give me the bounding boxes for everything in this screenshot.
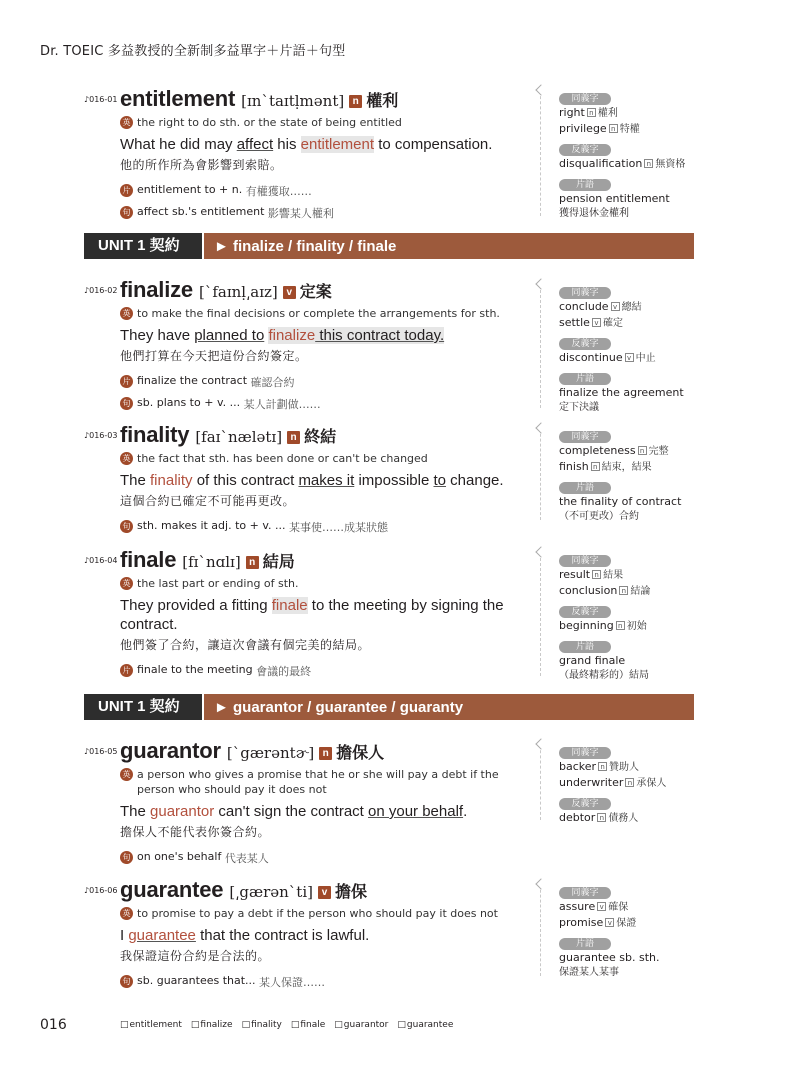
phrase-tag: 片語 (559, 641, 611, 653)
headword: guarantee (120, 877, 224, 902)
audio-track-label: ♪016-04 (84, 556, 118, 565)
headword: guarantor (120, 738, 221, 763)
definition: 英 the right to do sth. or the state of being entitled (120, 115, 539, 130)
headword: entitlement (120, 86, 236, 111)
unit-header (84, 694, 694, 720)
entry-finalize (84, 277, 539, 412)
checklist-item: □ guarantor (334, 1020, 388, 1030)
audio-track-label: ♪016-01 (84, 95, 118, 104)
example-sentence: They have planned to finalize this contract today. (120, 327, 445, 344)
sentence-pattern-icon: 句 (120, 397, 133, 410)
headword: finality (120, 422, 190, 447)
example-sentence: The finality of this contract makes it impossible to change. (120, 472, 504, 489)
chinese-meaning: 權利 (366, 91, 399, 110)
checklist-item: □ finale (291, 1020, 325, 1030)
phrase-item: 片 entitlement to + n. 有權獲取…… (120, 183, 539, 199)
sentence-pattern-icon: 句 (120, 851, 133, 864)
side-panel-guarantor: 同義字 backer n 贊助人 underwriter n 承保人 反義字 debtor n 債務人 (540, 740, 705, 820)
entry-finale (84, 547, 539, 679)
entry-entitlement (84, 86, 539, 221)
audio-track-label: ♪016-06 (84, 886, 118, 895)
phrase-icon: 片 (120, 184, 133, 197)
side-panel-guarantee: 同義字 assure v 確保 promise v 保證 片語 guarantee sb. sth. 保證某人某事 (540, 880, 705, 976)
unit-header (84, 233, 694, 259)
phrase-item: 句 sb. guarantees that... 某人保證…… (120, 974, 539, 990)
checklist-item: □ finality (242, 1020, 282, 1030)
antonym-tag: 反義字 (559, 144, 611, 156)
phrase-item: 片 finale to the meeting 會議的最終 (120, 663, 539, 679)
audio-track-label: ♪016-03 (84, 431, 118, 440)
checklist-item: □ guarantee (397, 1020, 453, 1030)
pos-badge: n (349, 95, 362, 108)
synonym-tag: 同義字 (559, 431, 611, 443)
chinese-meaning: 擔保人 (336, 743, 385, 762)
phrase-tag: 片語 (559, 482, 611, 494)
example-translation: 他們打算在今天把這份合約簽定。 (120, 349, 308, 363)
synonym-tag: 同義字 (559, 93, 611, 105)
example-sentence: What he did may affect his entitlement to compensation. (120, 136, 493, 153)
antonym-tag: 反義字 (559, 606, 611, 618)
english-def-icon: 英 (120, 577, 133, 590)
sentence-pattern-icon: 句 (120, 520, 133, 533)
example-translation: 這個合約已確定不可能再更改。 (120, 494, 296, 508)
chinese-meaning: 擔保 (334, 882, 367, 901)
phrase-item: 句 on one's behalf 代表某人 (120, 850, 539, 866)
example-translation: 他們簽了合約，讓這次會議有個完美的結局。 (120, 638, 371, 652)
pronunciation: [faɪ`nælətɪ] (195, 428, 283, 446)
chinese-meaning: 定案 (299, 282, 332, 301)
side-panel-finalize: 同義字 conclude v 總結 settle v 確定 反義字 discontinue v 中止 片語 finalize the agreement 定下決議 (540, 280, 705, 408)
review-checklist (120, 1020, 453, 1030)
audio-track-label: ♪016-02 (84, 286, 118, 295)
sentence-pattern-icon: 句 (120, 975, 133, 988)
checklist-item: □ finalize (191, 1020, 233, 1030)
example-translation: 他的所作所為會影響到索賠。 (120, 158, 283, 172)
definition: 英 the last part or ending of sth. (120, 576, 539, 591)
synonym-tag: 同義字 (559, 747, 611, 759)
example-sentence: The guarantor can't sign the contract on your behalf. (120, 803, 468, 820)
phrase-tag: 片語 (559, 179, 611, 191)
pos-badge: n (319, 747, 332, 760)
example-translation: 我保證這份合約是合法的。 (120, 949, 271, 963)
chinese-meaning: 終結 (304, 427, 337, 446)
audio-track-label: ♪016-05 (84, 747, 118, 756)
phrase-item: 句 sth. makes it adj. to + v. ... 某事使……成某狀態 (120, 519, 539, 535)
definition: 英 a person who gives a promise that he or she will pay a debt if the person who should pay it does not (120, 767, 539, 797)
headword: finale (120, 547, 177, 572)
pos-badge: n (287, 431, 300, 444)
pos-badge: v (283, 286, 296, 299)
english-def-icon: 英 (120, 116, 133, 129)
synonym-tag: 同義字 (559, 287, 611, 299)
phrase-tag: 片語 (559, 938, 611, 950)
definition: 英 the fact that sth. has been done or can't be changed (120, 451, 539, 466)
unit-label: UNIT 1 契約 (84, 694, 202, 720)
english-def-icon: 英 (120, 307, 133, 320)
synonym-tag: 同義字 (559, 555, 611, 567)
phrase-item: 句 affect sb.'s entitlement 影響某人權利 (120, 205, 539, 221)
entry-guarantor (84, 738, 539, 866)
pos-badge: n (246, 556, 259, 569)
antonym-tag: 反義字 (559, 338, 611, 350)
pronunciation: [fɪ`nɑlɪ] (182, 553, 241, 571)
example-sentence: They provided a fitting finale to the meeting by signing the contract. (120, 597, 504, 633)
checklist-item: □ entitlement (120, 1020, 182, 1030)
antonym-tag: 反義字 (559, 798, 611, 810)
pronunciation: [`faɪnḷ͵aɪz] (198, 283, 278, 301)
chinese-meaning: 結局 (262, 552, 295, 571)
definition: 英 to make the final decisions or complete the arrangements for sth. (120, 306, 539, 321)
pos-badge: v (318, 886, 331, 899)
entry-guarantee (84, 877, 539, 990)
english-def-icon: 英 (120, 907, 133, 920)
english-def-icon: 英 (120, 768, 133, 781)
unit-label: UNIT 1 契約 (84, 233, 202, 259)
phrase-item: 片 finalize the contract 確認合約 (120, 374, 539, 390)
unit-title: ► finalize / finality / finale (214, 237, 397, 255)
phrase-item: 句 sb. plans to + v. ... 某人計劃做…… (120, 396, 539, 412)
sentence-pattern-icon: 句 (120, 206, 133, 219)
phrase-icon: 片 (120, 375, 133, 388)
unit-title: ► guarantor / guarantee / guaranty (214, 698, 464, 716)
pronunciation: [͵gærən`ti] (229, 883, 313, 901)
synonym-tag: 同義字 (559, 887, 611, 899)
headword: finalize (120, 277, 193, 302)
example-sentence: I guarantee that the contract is lawful. (120, 927, 370, 944)
side-panel-finale: 同義字 result n 結果 conclusion n 結論 反義字 beginning n 初始 片語 grand finale （最終精彩的）結局 (540, 548, 705, 676)
example-translation: 擔保人不能代表你簽合約。 (120, 825, 271, 839)
definition: 英 to promise to pay a debt if the person who should pay it does not (120, 906, 539, 921)
page-number: 016 (40, 1017, 67, 1033)
side-panel-entitlement: 同義字 right n 權利 privilege n 特權 反義字 disqualification n 無資格 片語 pension entitlement 獲得退休金權利 (540, 86, 705, 216)
side-panel-finality: 同義字 completeness n 完整 finish n 結束，結果 片語 the finality of contract （不可更改）合約 (540, 424, 705, 520)
entry-finality (84, 422, 539, 535)
running-head: Dr. TOEIC 多益教授的全新制多益單字＋片語＋句型 (40, 44, 346, 59)
pronunciation: [ɪn`taɪtḷmənt] (241, 92, 345, 110)
english-def-icon: 英 (120, 452, 133, 465)
phrase-tag: 片語 (559, 373, 611, 385)
phrase-icon: 片 (120, 664, 133, 677)
pronunciation: [`gærəntɚ] (226, 744, 315, 762)
